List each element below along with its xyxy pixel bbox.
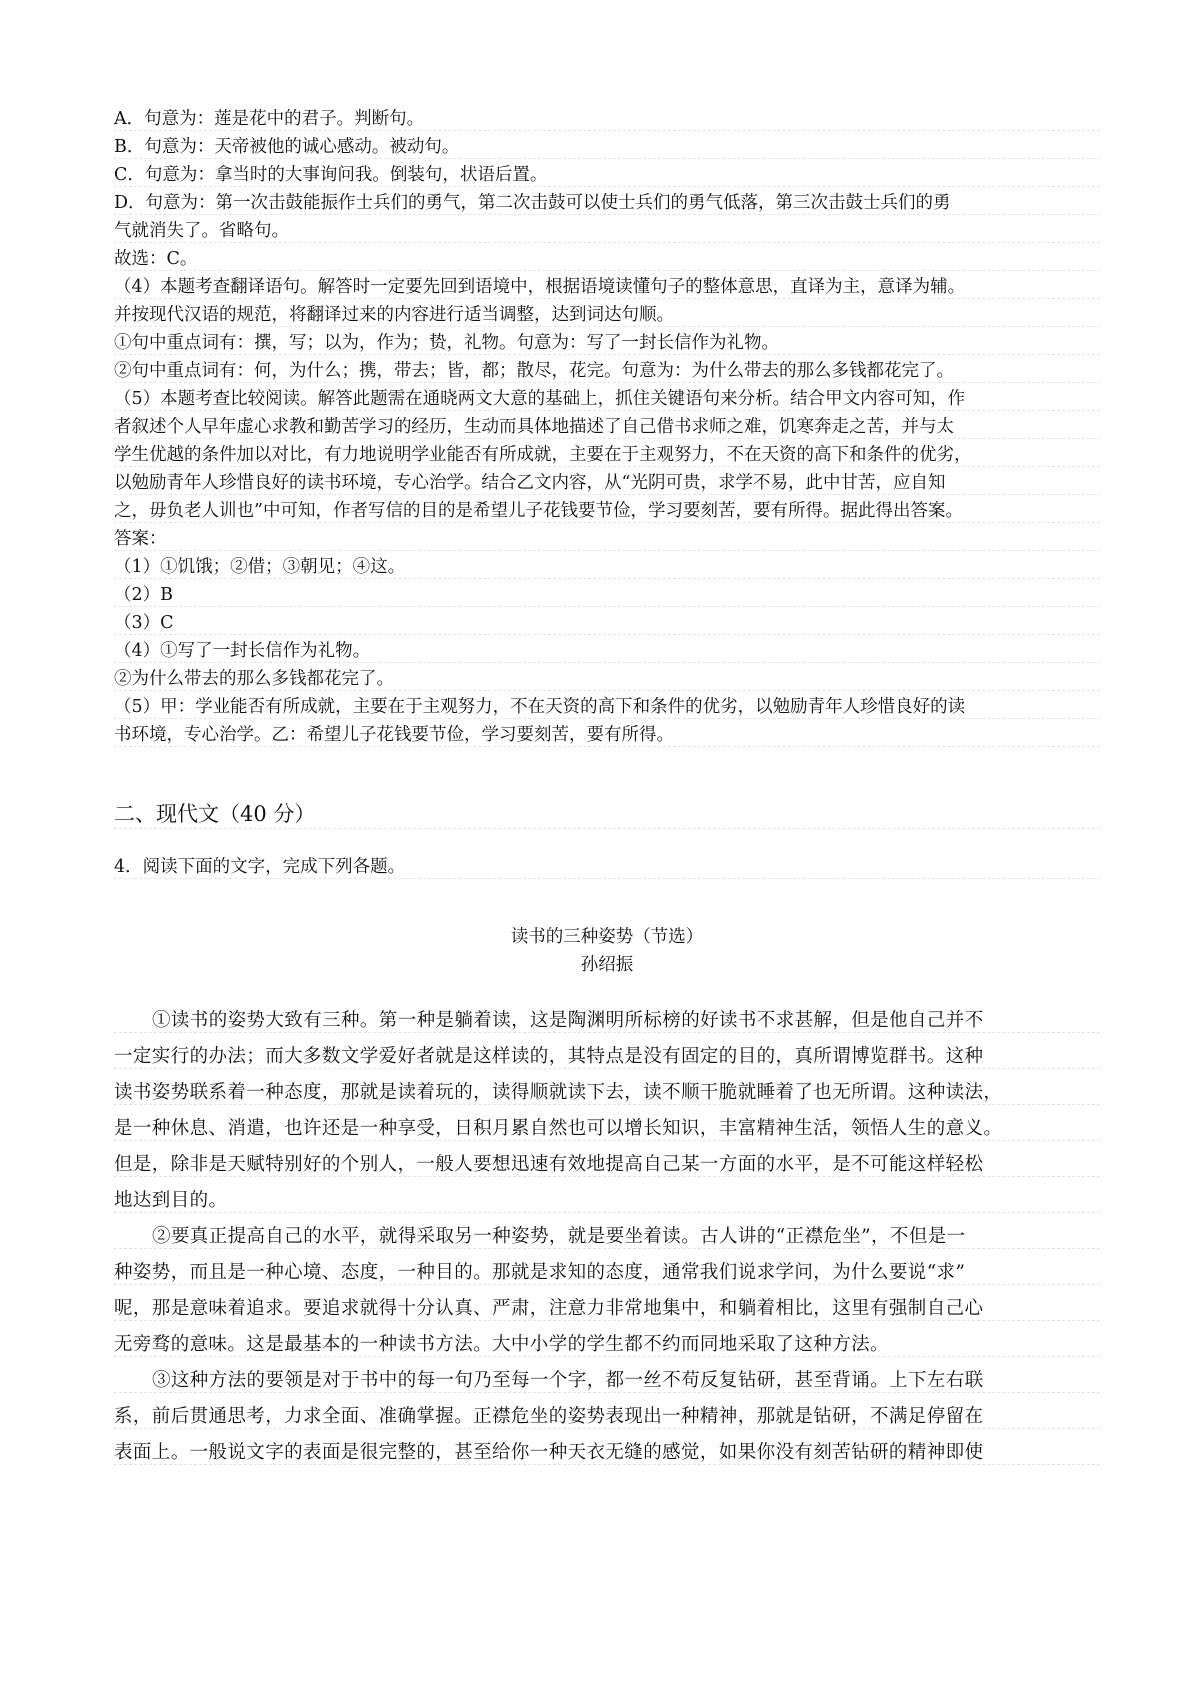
answer-line: ②句中重点词有：何，为什么；携，带去；皆，都；散尽，花完。句意为：为什么带去的那么多钱都花完了。 <box>114 360 1100 383</box>
article-line: 读书姿势联系着一种态度，那就是读着玩的，读得顺就读下去，读不顺干脆就睡着了也无所谓。这种读法， <box>114 1082 1100 1105</box>
answer-line: 以勉励青年人珍惜良好的读书环境，专心治学。结合乙文内容，从“光阴可贵，求学不易，此中甘苦，应自知 <box>114 472 1100 495</box>
article-line: 但是，除非是天赋特别好的个别人，一般人要想迅速有效地提高自己某一方面的水平，是不可能这样轻松 <box>114 1154 1100 1177</box>
article-line: ③这种方法的要领是对于书中的每一句乃至每一个字，都一丝不苟反复钻研，甚至背诵。上下左右联 <box>114 1370 1100 1393</box>
answer-line: （4）①写了一封长信作为礼物。 <box>114 640 1100 663</box>
answer-line: ②为什么带去的那么多钱都花完了。 <box>114 668 1100 691</box>
answer-line: 者叙述个人早年虚心求教和勤苦学习的经历，生动而具体地描述了自己借书求师之难，饥寒奔走之苦，并与太 <box>114 416 1100 439</box>
article-line: 是一种休息、消遣，也许还是一种享受，日积月累自然也可以增长知识，丰富精神生活，领悟人生的意义。 <box>114 1118 1100 1141</box>
answer-line: （3）C <box>114 612 1100 635</box>
answer-line: A．句意为：莲是花中的君子。判断句。 <box>114 108 1100 131</box>
article-line: ①读书的姿势大致有三种。第一种是躺着读，这是陶渊明所标榜的好读书不求甚解，但是他自己并不 <box>114 1010 1100 1033</box>
article-title: 读书的三种姿势（节选） <box>510 927 704 947</box>
answer-line: 之，毋负老人训也”中可知，作者写信的目的是希望儿子花钱要节俭，学习要刻苦，要有所得。据此得出答案。 <box>114 500 1100 523</box>
answer-line: 答案： <box>114 528 1100 551</box>
article-line: 无旁骛的意味。这是最基本的一种读书方法。大中小学的学生都不约而同地采取了这种方法。 <box>114 1334 1100 1357</box>
answer-line: C．句意为：拿当时的大事询问我。倒装句，状语后置。 <box>114 164 1100 187</box>
answer-line: 书环境，专心治学。乙：希望儿子花钱要节俭，学习要刻苦，要有所得。 <box>114 724 1100 747</box>
answer-line: B．句意为：天帝被他的诚心感动。被动句。 <box>114 136 1100 159</box>
answer-line: （5）甲：学业能否有所成就，主要在于主观努力，不在天资的高下和条件的优劣，以勉励青年人珍惜良好的读 <box>114 696 1100 719</box>
answer-line: ①句中重点词有：撰，写；以为，作为；贽，礼物。句意为：写了一封长信作为礼物。 <box>114 332 1100 355</box>
answer-line: 并按现代汉语的规范，将翻译过来的内容进行适当调整，达到词达句顺。 <box>114 304 1100 327</box>
article-line: 呢，那是意味着追求。要追求就得十分认真、严肃，注意力非常地集中，和躺着相比，这里有强制自己心 <box>114 1298 1100 1321</box>
answer-line: （5）本题考查比较阅读。解答此题需在通晓两文大意的基础上，抓住关键语句来分析。结合甲文内容可知，作 <box>114 388 1100 411</box>
answer-line: 气就消失了。省略句。 <box>114 220 1100 243</box>
answer-line: （1）①饥饿；②借；③朝见；④这。 <box>114 556 1100 579</box>
answer-line: （4）本题考查翻译语句。解答时一定要先回到语境中，根据语境读懂句子的整体意思，直译为主，意译为辅。 <box>114 276 1100 299</box>
answer-line: 学生优越的条件加以对比，有力地说明学业能否有所成就，主要在于主观努力，不在天资的高下和条件的优劣， <box>114 444 1100 467</box>
article-line: 地达到目的。 <box>114 1190 1100 1213</box>
article-line: 种姿势，而且是一种心境、态度，一种目的。那就是求知的态度，通常我们说求学问，为什么要说“求” <box>114 1262 1100 1285</box>
article-line: 系，前后贯通思考，力求全面、准确掌握。正襟危坐的姿势表现出一种精神，那就是钻研，不满足停留在 <box>114 1406 1100 1429</box>
question-prompt: 4．阅读下面的文字，完成下列各题。 <box>114 856 1100 879</box>
answer-line: 故选：C。 <box>114 248 1100 271</box>
article-line: 表面上。一般说文字的表面是很完整的，甚至给你一种天衣无缝的感觉，如果你没有刻苦钻研的精神即使 <box>114 1442 1100 1465</box>
article-line: ②要真正提高自己的水平，就得采取另一种姿势，就是要坐着读。古人讲的“正襟危坐”，不但是一 <box>114 1226 1100 1249</box>
answer-line: D．句意为：第一次击鼓能振作士兵们的勇气，第二次击鼓可以使士兵们的勇气低落，第三次击鼓士兵们的勇 <box>114 192 1100 215</box>
section-heading: 二、现代文（40 分） <box>114 800 1100 829</box>
answer-line: （2）B <box>114 584 1100 607</box>
article-line: 一定实行的办法；而大多数文学爱好者就是这样读的，其特点是没有固定的目的，真所谓博览群书。这种 <box>114 1046 1100 1069</box>
article-author: 孙绍振 <box>580 955 634 975</box>
